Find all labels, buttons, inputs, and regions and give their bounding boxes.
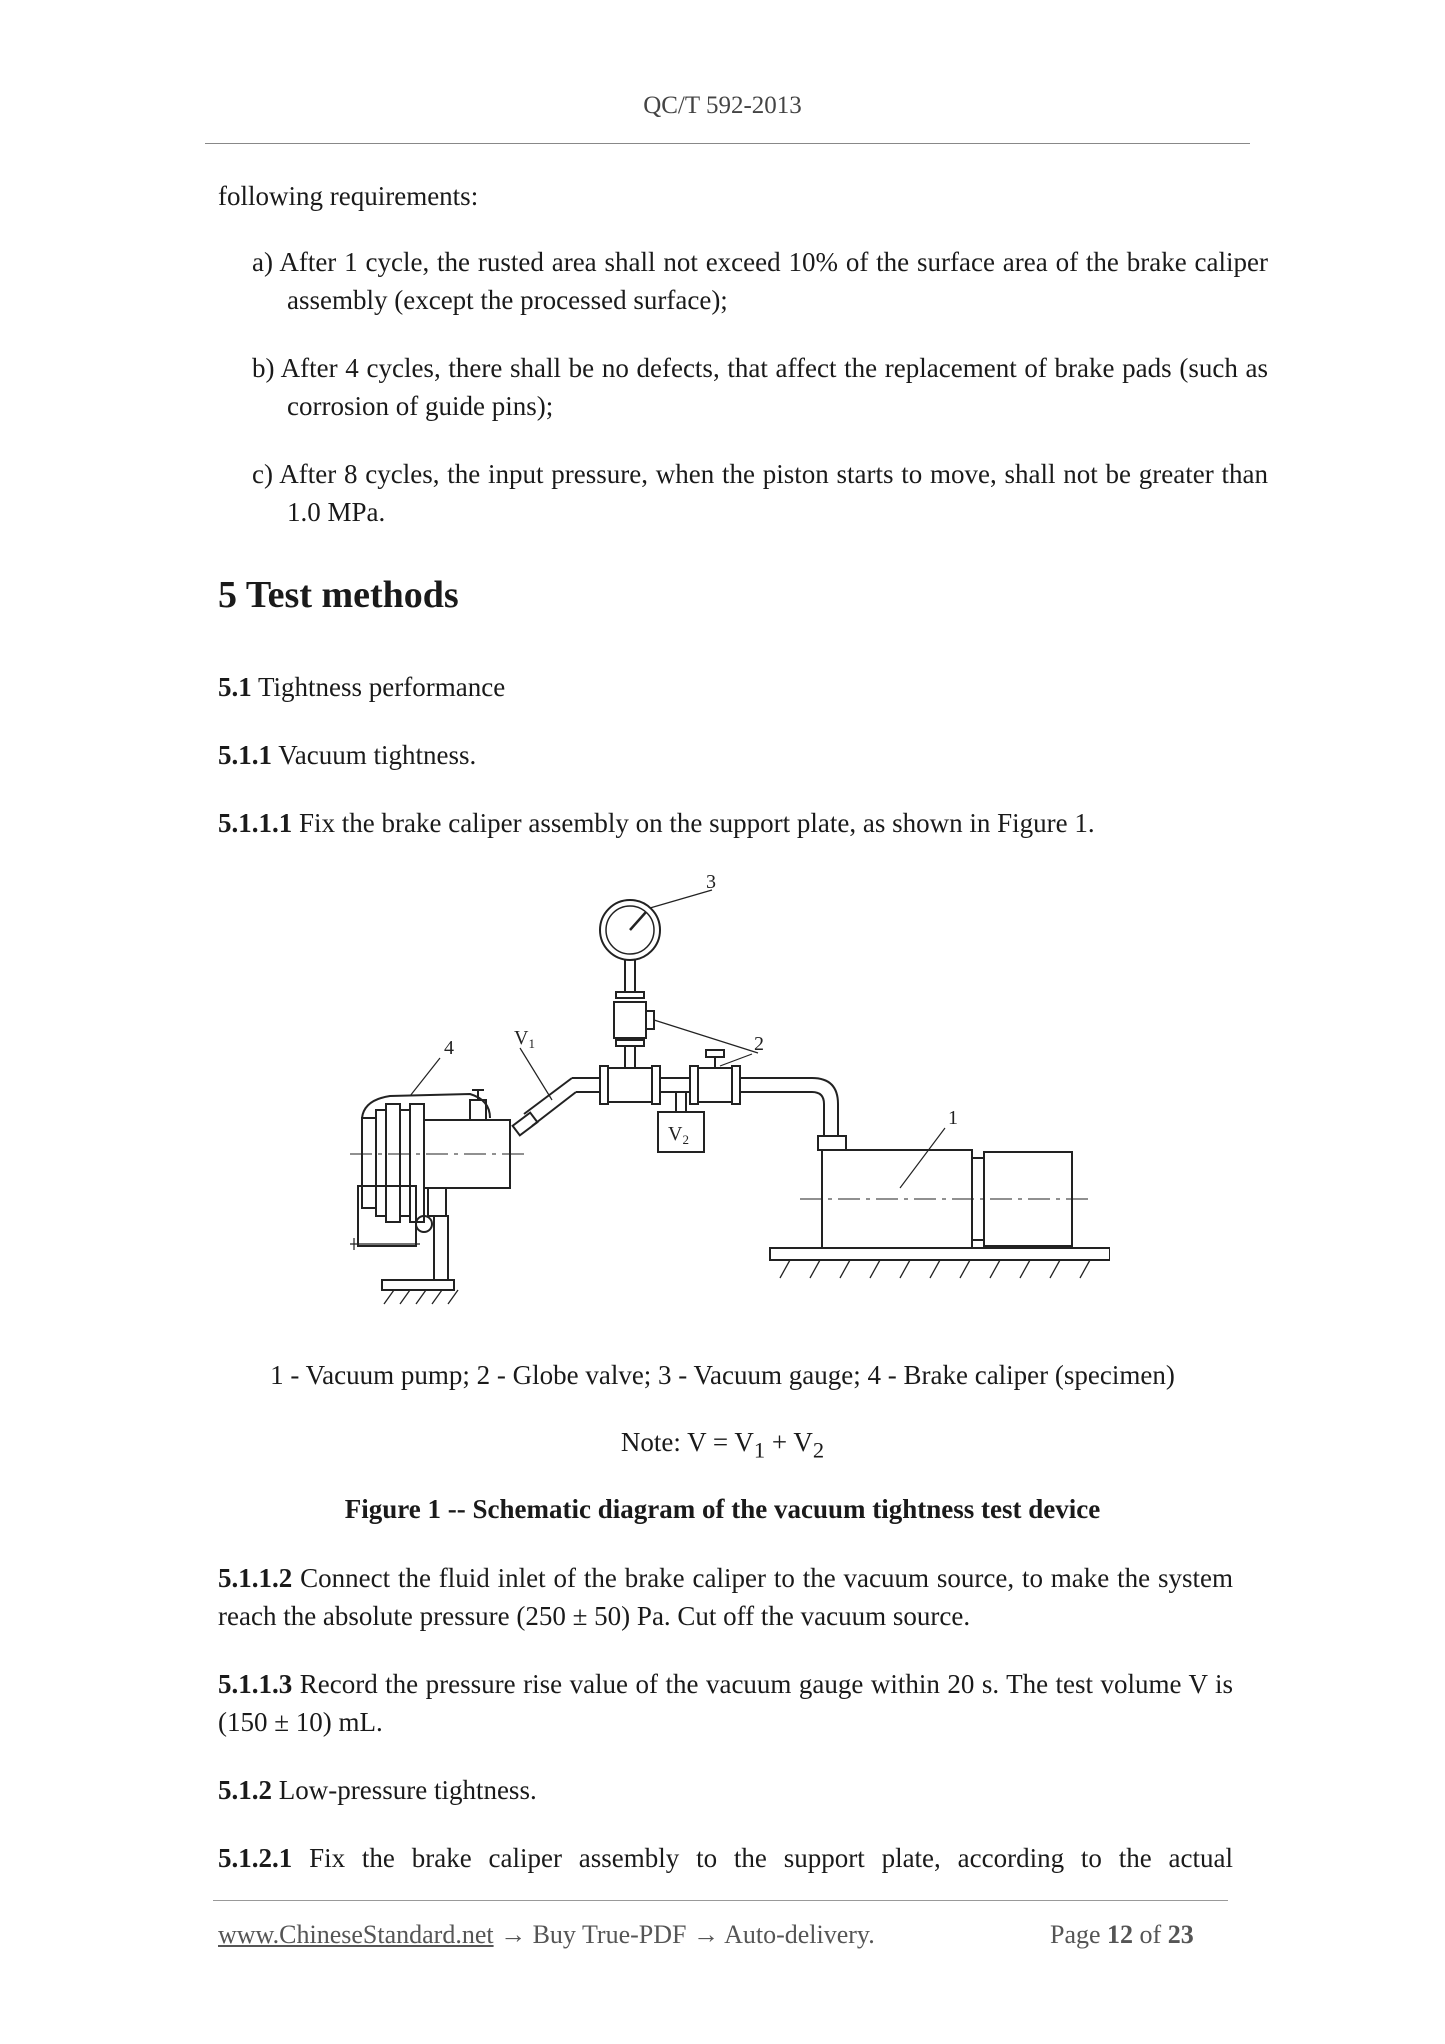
- clause-5-1-1: [218, 736, 1233, 774]
- clause-5-1: [218, 668, 1233, 706]
- label-2: 2: [754, 1033, 764, 1055]
- clause-text: Vacuum tightness.: [272, 740, 477, 770]
- clause-5-1-2: [218, 1771, 1233, 1809]
- label-4: 4: [444, 1037, 454, 1059]
- auto-delivery-text: Auto-delivery.: [724, 1920, 875, 1949]
- clause-number: 5.1.2.1: [218, 1843, 293, 1873]
- requirement-c: c) After 8 cycles, the input pressure, when the piston starts to move, shall not be greater than 1.0 MPa.: [252, 459, 1268, 527]
- clause-text: Fix the brake caliper assembly on the support plate, as shown in Figure 1.: [292, 808, 1095, 838]
- vacuum-test-schematic: [350, 868, 1110, 1318]
- site-link[interactable]: www.ChineseStandard.net: [218, 1920, 494, 1949]
- clause-5-1-1-1: [218, 804, 1233, 842]
- clause-5-1-2-1: [218, 1839, 1233, 1877]
- section-heading: 5 Test methods: [218, 574, 459, 616]
- requirement-b: b) After 4 cycles, there shall be no defects, that affect the replacement of brake pads (such as corrosion of guide pins);: [252, 353, 1268, 421]
- clause-text: Record the pressure rise value of the vacuum gauge within 20 s. The test volume V is (150 ± 10) mL.: [218, 1669, 1233, 1737]
- arrow-right-icon: →: [500, 1920, 527, 1949]
- arrow-right-icon: →: [693, 1920, 719, 1949]
- clause-number: 5.1.1.2: [218, 1563, 293, 1593]
- clause-number: 5.1.1.1: [218, 808, 293, 838]
- figure-legend: 1 - Vacuum pump; 2 - Globe valve; 3 - Vacuum gauge; 4 - Brake caliper (specimen): [270, 1360, 1175, 1390]
- footer-links: [218, 1920, 875, 1950]
- clause-number: 5.1: [218, 672, 252, 702]
- clause-text: Low-pressure tightness.: [272, 1775, 537, 1805]
- label-v2: $V_2$: [668, 1123, 689, 1147]
- clause-number: 5.1.1: [218, 740, 272, 770]
- current-page: 12: [1107, 1920, 1134, 1949]
- clause-5-1-1-2: [218, 1559, 1233, 1635]
- label-v1: $V_1$: [514, 1027, 535, 1051]
- header-divider: [205, 143, 1250, 144]
- label-3: 3: [706, 871, 716, 893]
- clause-text: Connect the fluid inlet of the brake caliper to the vacuum source, to make the system reach the absolute pressure (250 ± 50) Pa. Cut off the vacuum source.: [218, 1563, 1233, 1631]
- clause-number: 5.1.1.3: [218, 1669, 293, 1699]
- figure-title: Figure 1 -- Schematic diagram of the vacuum tightness test device: [344, 1494, 1101, 1524]
- document-header: QC/T 592-2013: [643, 92, 802, 119]
- total-pages: 23: [1167, 1920, 1194, 1949]
- label-1: 1: [948, 1107, 958, 1129]
- requirement-a: a) After 1 cycle, the rusted area shall not exceed 10% of the surface area of the brake caliper assembly (except the processed surface);: [252, 247, 1268, 315]
- clause-text: Tightness performance: [251, 672, 506, 702]
- figure-note: Note: $V = V_1 + V_2$: [620, 1427, 825, 1463]
- clause-number: 5.1.2: [218, 1775, 272, 1805]
- intro-text: following requirements:: [218, 181, 479, 211]
- footer-divider: [213, 1900, 1228, 1901]
- buy-pdf-text: Buy True-PDF: [532, 1920, 687, 1949]
- clause-text: Fix the brake caliper assembly to the support plate, according to the actual: [292, 1843, 1233, 1873]
- clause-5-1-1-3: [218, 1665, 1233, 1741]
- page-indicator: Page 12 of 23: [1050, 1920, 1194, 1949]
